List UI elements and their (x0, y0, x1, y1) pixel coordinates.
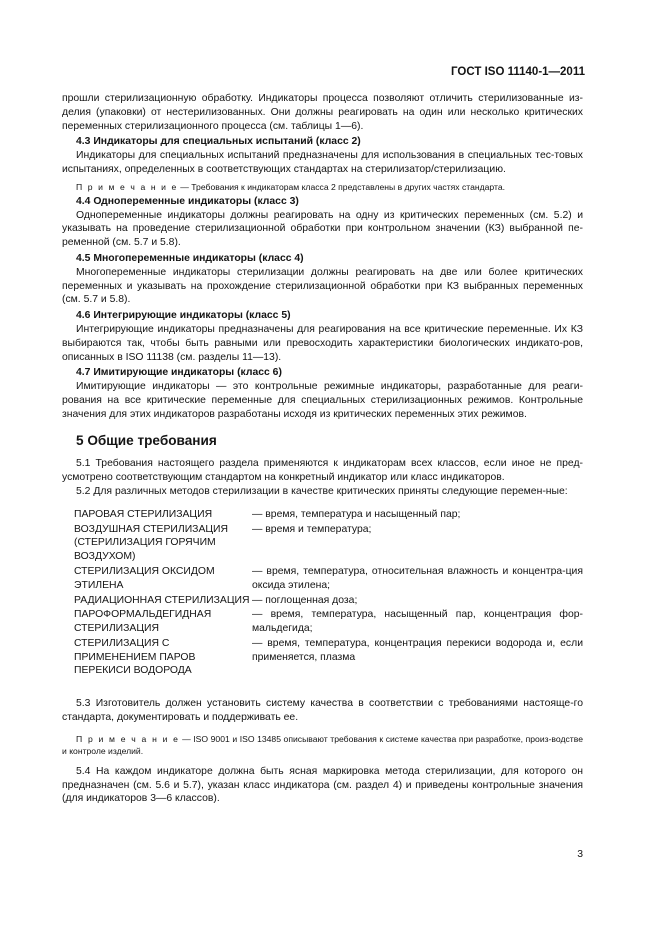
sterilization-methods-table (74, 508, 583, 680)
paragraph-5-3: 5.3 Изготовитель должен установить систему качества в соответствии с требованиями настояще-го стандарта, документировать и поддерживать ее. (62, 698, 583, 724)
method-name: ВОЗДУШНАЯ СТЕРИЛИЗАЦИЯ (СТЕРИЛИЗАЦИЯ ГОРЯЧИМ ВОЗДУХОМ) (74, 523, 229, 563)
method-name: СТЕРИЛИЗАЦИЯ С ПРИМЕНЕНИЕМ ПАРОВ ПЕРЕКИСИ ВОДОРОДА (74, 637, 196, 677)
note-label: П р и м е ч а н и е (76, 733, 180, 744)
method-variables: — время, температура и насыщенный пар; (252, 508, 461, 520)
method-row (74, 508, 583, 523)
section-4-7-heading: 4.7 Имитирующие индикаторы (класс 6) (76, 367, 282, 379)
note-text: — ISO 9001 и ISO 13485 описывают требования к системе качества при разработке, произ-водстве и контроле изделий. (62, 733, 583, 756)
method-name: СТЕРИЛИЗАЦИЯ ОКСИДОМ ЭТИЛЕНА (74, 565, 215, 591)
note-label: П р и м е ч а н и е (76, 181, 178, 192)
method-variables: — время и температура; (252, 523, 372, 535)
method-variables: — поглощенная доза; (252, 594, 358, 606)
method-name: ПАРОФОРМАЛЬДЕГИДНАЯ СТЕРИЛИЗАЦИЯ (74, 609, 212, 635)
section-4-4-text: Однопеременные индикаторы должны реагировать на одну из критических переменных (см. 5.2) и указывать на проведение стерилизационной обработки при контрольном значении (КЗ) выбранной пе-ременной (см. 5.7 и 5.8). (62, 209, 583, 249)
method-name: РАДИАЦИОННАЯ СТЕРИЛИЗАЦИЯ (74, 594, 250, 606)
intro-paragraph: прошли стерилизационную обработку. Индикаторы процесса позволяют отличить стерилизованные из-делия (упаковки) от нестерилизованных. Они должны реагировать на один или несколько критических переменных стерилизационного процесса (см. таблицы 1—6). (62, 93, 583, 132)
method-row (74, 637, 583, 679)
method-row (74, 594, 583, 609)
paragraph-5-1: 5.1 Требования настоящего раздела применяются к индикаторам всех классов, если иное не пред-усмотрено соответствующим стандартом на конкретный индикатор или класс индикаторов. (62, 458, 583, 484)
standard-header: ГОСТ ISO 11140-1—2011 (451, 66, 585, 78)
section-4-3-heading: 4.3 Индикаторы для специальных испытаний (класс 2) (76, 136, 361, 148)
section-5-3-note (62, 733, 583, 757)
page-number: 3 (577, 849, 583, 860)
method-row (74, 608, 583, 637)
method-variables: — время, температура, насыщенный пар, концентрация фор-мальдегида; (252, 609, 583, 635)
section-4-6-heading: 4.6 Интегрирующие индикаторы (класс 5) (76, 310, 291, 322)
section-5-heading: 5 Общие требования (76, 432, 217, 448)
method-name: ПАРОВАЯ СТЕРИЛИЗАЦИЯ (74, 508, 213, 520)
section-4-7-text: Имитирующие индикаторы — это контрольные режимные индикаторы, разработанные для реаги-рования на все критические переменные для специальных стерилизационных режимов. Контрольные значения для этих индикаторов разработаны исходя из критических переменных этих режимов. (62, 381, 583, 420)
section-4-6-text: Интегрирующие индикаторы предназначены для реагирования на все критические переменные. Их КЗ выбираются так, чтобы быть равными или превосходить характеристики биологических индикато-ров, описанных в ISO 11138 (см. разделы 11—13). (62, 323, 583, 363)
method-row (74, 565, 583, 594)
note-text: — Требования к индикаторам класса 2 представлены в других частях стандарта. (177, 181, 506, 192)
section-4-5-text: Многопеременные индикаторы стерилизации должны реагировать на две или более критических переменных и указывать на прохождение стерилизационной обработки при КЗ выбранных переменных (см. 5.7 и 5.8). (62, 266, 583, 306)
section-4-3-note (62, 181, 583, 193)
method-row (74, 523, 583, 565)
paragraph-5-4: 5.4 На каждом индикаторе должна быть ясная маркировка метода стерилизации, для которого он предназначен (см. 5.6 и 5.7), указан класс индикатора (см. раздел 4) и приведены контрольные значения (для индикаторов 3—6 классов). (62, 765, 583, 805)
method-variables: — время, температура, относительная влажность и концентра-ция оксида этилена; (252, 565, 583, 591)
page-content (62, 92, 583, 806)
method-variables: — время, температура, концентрация перекиси водорода и, если применяется, плазма (252, 637, 583, 663)
section-4-4-heading: 4.4 Однопеременные индикаторы (класс 3) (76, 195, 299, 207)
paragraph-5-2: 5.2 Для различных методов стерилизации в качестве критических приняты следующие перемен-ные: (76, 485, 568, 497)
section-4-3-text: Индикаторы для специальных испытаний предназначены для использования в специальных тес-товых испытаниях, определенных в соответствующих стандартах на стерилизатор/стерилизацию. (62, 150, 583, 175)
section-4-5-heading: 4.5 Многопеременные индикаторы (класс 4) (76, 252, 304, 264)
